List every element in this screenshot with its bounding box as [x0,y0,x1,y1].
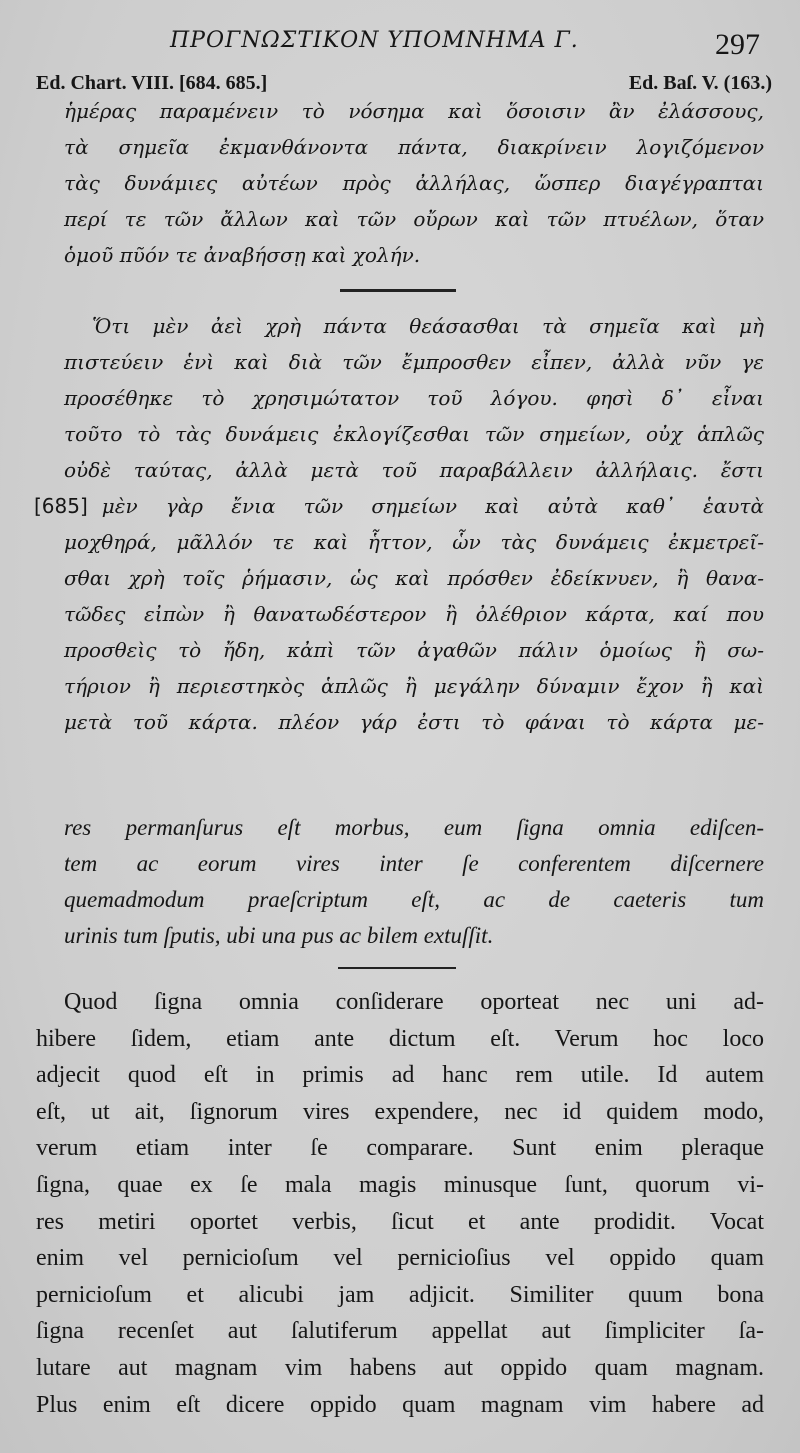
text-line: Ὅτι μὲν ἀεὶ χρὴ πάντα θεάσασθαι τὰ σημεῖα καὶ μὴ [92,314,764,338]
text-line: res permanſurus eſt morbus, eum ſigna omnia ediſcen- [64,815,764,840]
page-break-marker: [685] [34,494,88,518]
text-line-with-marker [34,488,764,524]
text-line: τὰ σημεῖα ἐκμανθάνοντα πάντα, διακρίνειν λογιζόμενον [64,135,764,159]
text-line: verum etiam inter ſe comparare. Sunt enim pleraque [36,1135,764,1162]
edition-reference-chartier: Ed. Chart. VIII. [684. 685.] [36,72,268,94]
text-line: προσέθηκε τὸ χρησιμώτατον τοῦ λόγου. φησὶ δ᾽ εἶναι [64,386,764,410]
text-line: τὰς δυνάμιες αὐτέων πρὸς ἀλλήλας, ὥσπερ διαγέγραπται [64,171,764,195]
text-line: hibere ſidem, etiam ante dictum eſt. Verum hoc loco [36,1025,764,1052]
text-line: pernicioſum et alicubi jam adjicit. Similiter quum bona [36,1281,764,1308]
text-line: μετὰ τοῦ κάρτα. πλέον γάρ ἐστι τὸ φάναι τὸ κάρτα με- [64,710,764,734]
text-line: μοχθηρά, μᾶλλόν τε καὶ ἧττον, ὧν τὰς δυνάμεις ἐκμετρεῖ- [64,530,764,554]
text-line: ἡμέρας παραμένειν τὸ νόσημα καὶ ὅσοισιν ἂν ἐλάσσους, [64,99,764,123]
text-line: res metiri oportet verbis, ſicut et ante prodidit. Vocat [36,1208,764,1235]
text-line: πιστεύειν ἑνὶ καὶ διὰ τῶν ἔμπροσθεν εἶπεν, ἀλλὰ νῦν γε [64,350,764,374]
text-line: προσθεὶς τὸ ἤδη, κἀπὶ τῶν ἀγαθῶν πάλιν ὁμοίως ἢ σω- [64,638,764,662]
text-line: quemadmodum praeſcriptum eſt, ac de caeteris tum [64,887,764,912]
latin-commentary-block [36,984,764,1423]
text-line: ſigna, quae ex ſe mala magis minusque ſunt, quorum vi- [36,1171,764,1198]
text-line: Quod ſigna omnia conſiderare oporteat nec uni ad- [64,989,764,1015]
latin-translation-block-1 [64,810,764,954]
text-line: ſigna recenſet aut ſalutiferum appellat aut ſimpliciter ſa- [36,1318,764,1345]
text-line: enim vel pernicioſum vel pernicioſius vel oppido quam [36,1245,764,1272]
text-line: Plus enim eſt dicere oppido quam magnam vim habere ad [36,1391,764,1418]
text-line: περί τε τῶν ἄλλων καὶ τῶν οὔρων καὶ τῶν πτυέλων, ὅταν [64,207,764,231]
text-line: eſt, ut ait, ſignorum vires expendere, nec id quidem modo, [36,1098,764,1125]
section-divider [340,289,456,292]
page-number: 297 [715,28,760,61]
text-line: οὐδὲ ταύτας, ἀλλὰ μετὰ τοῦ παραβάλλειν ἀλλήλαις. ἔστι [64,458,764,482]
section-divider [338,967,456,969]
text-line: urinis tum ſputis, ubi una pus ac bilem extuſſit. [64,923,494,948]
text-line: adjecit quod eſt in primis ad hanc rem utile. Id autem [36,1062,764,1089]
text-line: μὲν γὰρ ἔνια τῶν σημείων καὶ αὐτὰ καθ᾽ ἑαυτὰ [101,494,764,518]
text-line: τήριον ἢ περιεστηκὸς ἁπλῶς ἢ μεγάλην δύναμιν ἔχον ἢ καὶ [64,674,764,698]
edition-reference-basel: Ed. Baſ. V. (163.) [628,72,772,94]
greek-text-block-1 [64,93,764,273]
text-line: ὁμοῦ πῦόν τε ἀναβήσσῃ καὶ χολήν. [64,243,421,267]
text-line: τοῦτο τὸ τὰς δυνάμεις ἐκλογίζεσθαι τῶν σημείων, οὐχ ἁπλῶς [64,422,764,446]
text-line: σθαι χρὴ τοῖς ῥήμασιν, ὡς καὶ πρόσθεν ἐδείκνυεν, ἢ θανα- [64,566,764,590]
text-line: τῶδες εἰπὼν ἢ θανατωδέστερον ἢ ὀλέθριον κάρτα, καί που [64,602,764,626]
text-line: tem ac eorum vires inter ſe conferentem diſcernere [64,851,764,876]
greek-text-block-2 [34,308,764,740]
text-line: lutare aut magnam vim habens aut oppido quam magnam. [36,1354,764,1381]
running-title: ΠΡΟΓΝΩΣΤΙΚΟΝ ΥΠΟΜΝΗΜΑ Γ. [170,28,579,53]
